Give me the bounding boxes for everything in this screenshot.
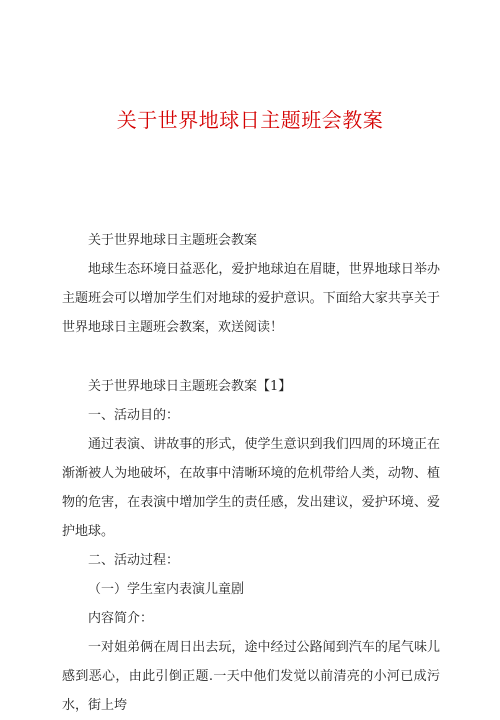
subheading-summary: 内容简介： <box>88 611 154 626</box>
paragraph-purpose: 通过表演、讲故事的形式，使学生意识到我们四周的环境正在渐渐被人为地破坏，在故事中清晰环境的危机带给人类，动物、植物的危害，在表演中增加学生的责任感，发出建议，爱护环境、爱护地球。 <box>62 437 440 539</box>
paragraph-intro: 地球生态环境日益恶化，爱护地球迫在眉睫，世界地球日举办主题班会可以增加学生们对地球的爱护意识。下面给大家共享关于世界地球日主题班会教案，欢送阅读！ <box>62 262 440 335</box>
subheading-process: 二、活动过程： <box>88 553 180 568</box>
document-body <box>62 226 440 720</box>
paragraph-heading: 关于世界地球日主题班会教案 <box>88 233 258 248</box>
section-heading: 关于世界地球日主题班会教案【1】 <box>88 379 292 394</box>
page-title: 关于世界地球日主题班会教案 <box>116 108 384 132</box>
subheading-play: （一）学生室内表演儿童剧 <box>88 582 245 597</box>
subheading-purpose: 一、活动目的： <box>88 408 180 423</box>
paragraph-story: 一对姐弟俩在周日出去玩，途中经过公路闻到汽车的尾气味儿感到恶心，由此引倒正题.一天中他们发觉以前清亮的小河已成污水，街上垮 <box>62 640 440 713</box>
